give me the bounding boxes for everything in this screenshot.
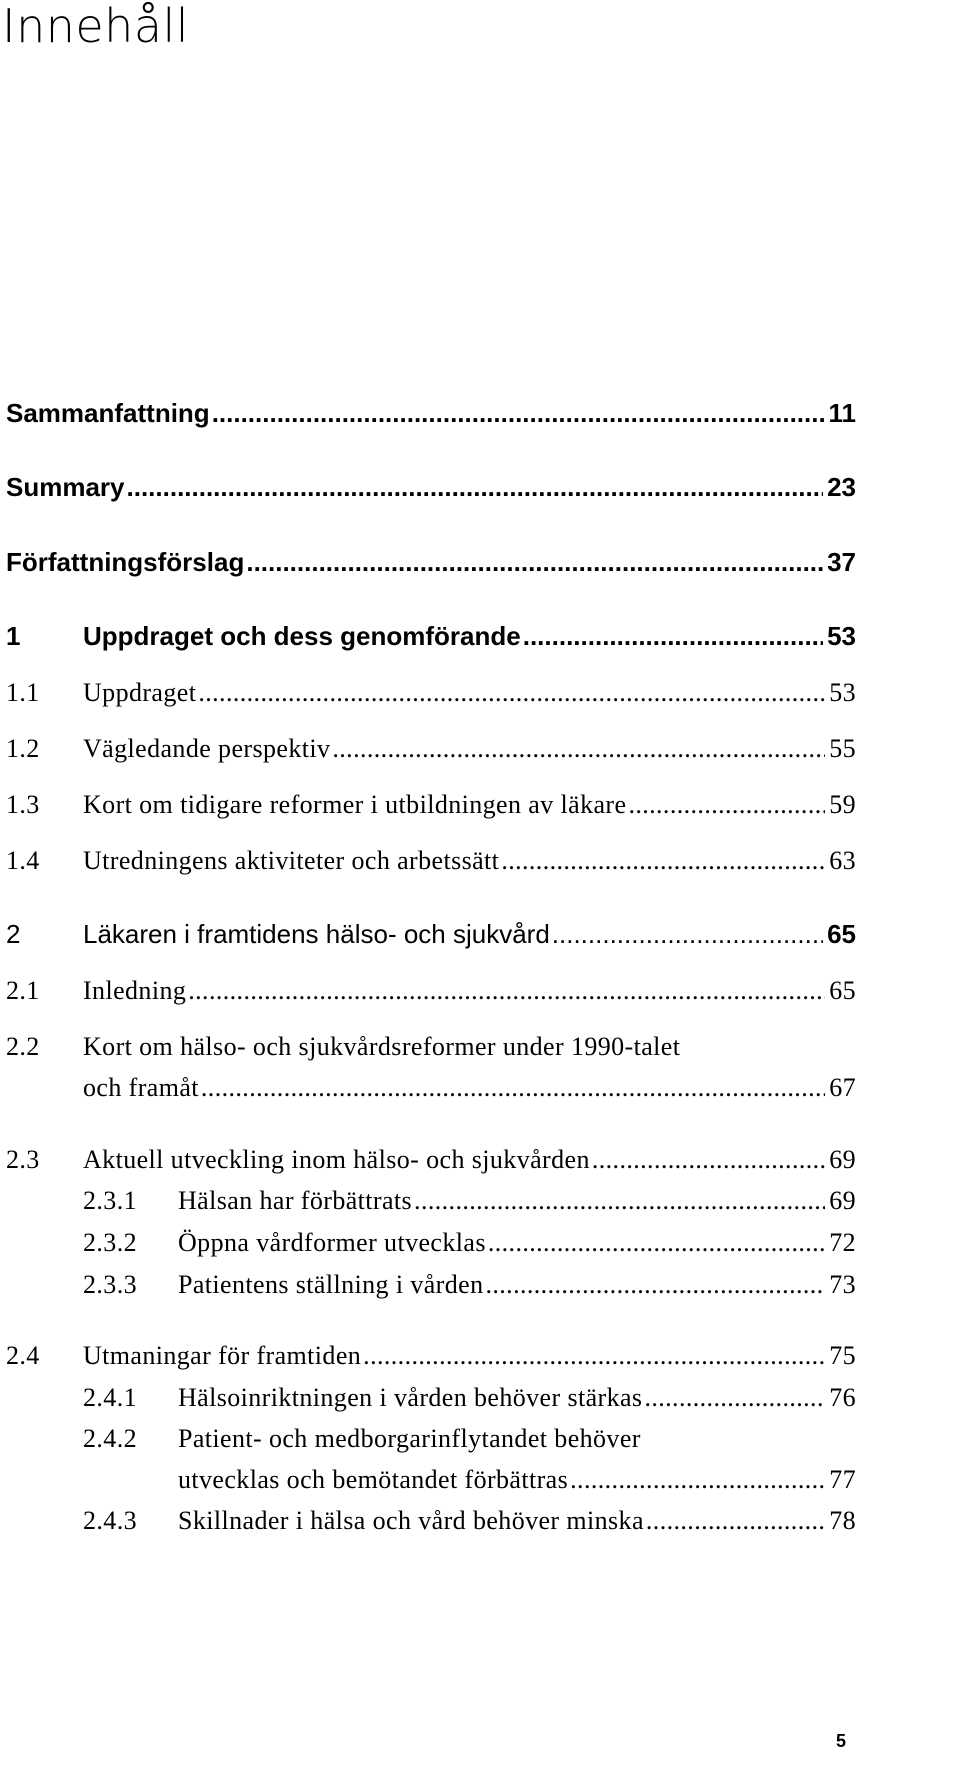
toc-page-number: 72 [829,1228,856,1257]
dot-leader [646,1506,825,1536]
toc-entry-number: 2.3.3 [83,1270,137,1299]
dot-leader [188,976,825,1006]
toc-entry-section-2-3[interactable] [6,1145,856,1175]
dot-leader [363,1341,825,1371]
toc-entry-section-1-3[interactable] [6,790,856,820]
toc-entry-number: 1.1 [6,678,40,707]
toc-entry-section-2-4-3[interactable] [83,1506,856,1536]
toc-entry-text: Hälsoinriktningen i vården behöver stärkas [178,1383,643,1412]
toc-entry-chapter-2[interactable] [6,919,856,950]
dot-leader [414,1186,825,1216]
dot-leader [127,472,824,503]
toc-entry-number: 2.3 [6,1145,40,1174]
toc-entry-section-2-4-1[interactable] [83,1383,856,1413]
dot-leader [552,919,823,950]
toc-entry-text: och framåt [83,1073,199,1102]
toc-entry-number: 2 [6,919,21,949]
toc-entry-summary[interactable] [6,472,856,503]
toc-entry-number: 1 [6,621,21,651]
toc-entry-text: Hälsan har förbättrats [178,1186,413,1215]
toc-entry-section-2-3-3[interactable] [83,1270,856,1300]
toc-entry-section-2-4-2-line2[interactable] [178,1465,856,1495]
toc-page-number: 59 [829,790,856,819]
toc-entry-text: Patient- och medborgarinflytandet behöver [178,1424,641,1453]
toc-entry-section-2-2-line1[interactable] [6,1032,680,1062]
dot-leader [501,846,825,876]
dot-leader [488,1228,825,1258]
toc-page-number: 63 [829,846,856,875]
toc-entry-number: 1.4 [6,846,40,875]
toc-entry-chapter-1[interactable] [6,621,856,652]
toc-entry-text: Kort om tidigare reformer i utbildningen av läkare [83,790,627,819]
toc-entry-number: 2.4.3 [83,1506,137,1535]
toc-page-number: 55 [829,734,856,763]
toc-page-number: 69 [829,1186,856,1215]
toc-page-number: 78 [829,1506,856,1535]
dot-leader [644,1383,825,1413]
dot-leader [201,1073,825,1103]
toc-entry-text: Aktuell utveckling inom hälso- och sjukvården [83,1145,590,1174]
page-title: Innehåll [2,0,190,53]
toc-page-number: 53 [827,621,856,651]
dot-leader [523,621,823,652]
toc-entry-text: Utredningens aktiviteter och arbetssätt [83,846,500,875]
toc-entry-text: Läkaren i framtidens hälso- och sjukvård [83,919,550,949]
toc-page-number: 73 [829,1270,856,1299]
toc-entry-text: Författningsförslag [6,547,245,577]
toc-entry-section-2-3-2[interactable] [83,1228,856,1258]
toc-entry-number: 1.3 [6,790,40,819]
toc-entry-text: Kort om hälso- och sjukvårdsreformer under 1990-talet [83,1032,681,1061]
toc-entry-section-1-4[interactable] [6,846,856,876]
toc-page-number: 76 [829,1383,856,1412]
toc-entry-text: Uppdraget [83,678,197,707]
toc-entry-number: 2.4.2 [83,1424,137,1453]
toc-entry-number: 2.1 [6,976,40,1005]
toc-entry-section-2-1[interactable] [6,976,856,1006]
toc-entry-number: 2.3.2 [83,1228,137,1257]
toc-entry-text: Uppdraget och dess genomförande [83,621,521,651]
dot-leader [246,547,823,578]
dot-leader [592,1145,825,1175]
toc-entry-section-2-4[interactable] [6,1341,856,1371]
toc-page-number: 65 [829,976,856,1005]
toc-entry-section-2-4-2-line1[interactable] [83,1424,641,1454]
toc-entry-number: 2.2 [6,1032,40,1061]
toc-entry-section-2-2-line2[interactable] [83,1073,856,1103]
dot-leader [198,678,825,708]
toc-entry-number: 2.4 [6,1341,40,1370]
toc-entry-section-2-3-1[interactable] [83,1186,856,1216]
toc-entry-text: Inledning [83,976,187,1005]
page-number: 5 [836,1731,847,1751]
toc-entry-number: 2.4.1 [83,1383,137,1412]
toc-entry-text: Skillnader i hälsa och vård behöver minska [178,1506,644,1535]
toc-entry-text: Vägledande perspektiv [83,734,331,763]
toc-page-number: 37 [827,547,856,577]
toc-page-number: 77 [829,1465,856,1494]
toc-page-number: 69 [829,1145,856,1174]
toc-page-number: 65 [827,919,856,949]
toc-entry-number: 1.2 [6,734,40,763]
toc-entry-text: Summary [6,472,125,502]
dot-leader [485,1270,825,1300]
toc-entry-number: 2.3.1 [83,1186,137,1215]
dot-leader [570,1465,825,1495]
toc-entry-text: utvecklas och bemötandet förbättras [178,1465,569,1494]
toc-entry-sammanfattning[interactable] [6,398,856,429]
toc-page-number: 53 [829,678,856,707]
toc-entry-text: Patientens ställning i vården [178,1270,484,1299]
toc-entry-text: Öppna vårdformer utvecklas [178,1228,486,1257]
toc-page-number: 75 [829,1341,856,1370]
toc-page-number: 67 [829,1073,856,1102]
dot-leader [212,398,825,429]
toc-entry-text: Utmaningar för framtiden [83,1341,362,1370]
toc-page-number: 11 [828,398,856,428]
toc-entry-forfattningsforslag[interactable] [6,547,856,578]
toc-entry-section-1-2[interactable] [6,734,856,764]
toc-page-number: 23 [827,472,856,502]
toc-entry-section-1-1[interactable] [6,678,856,708]
toc-entry-text: Sammanfattning [6,398,210,428]
dot-leader [628,790,825,820]
dot-leader [332,734,825,764]
